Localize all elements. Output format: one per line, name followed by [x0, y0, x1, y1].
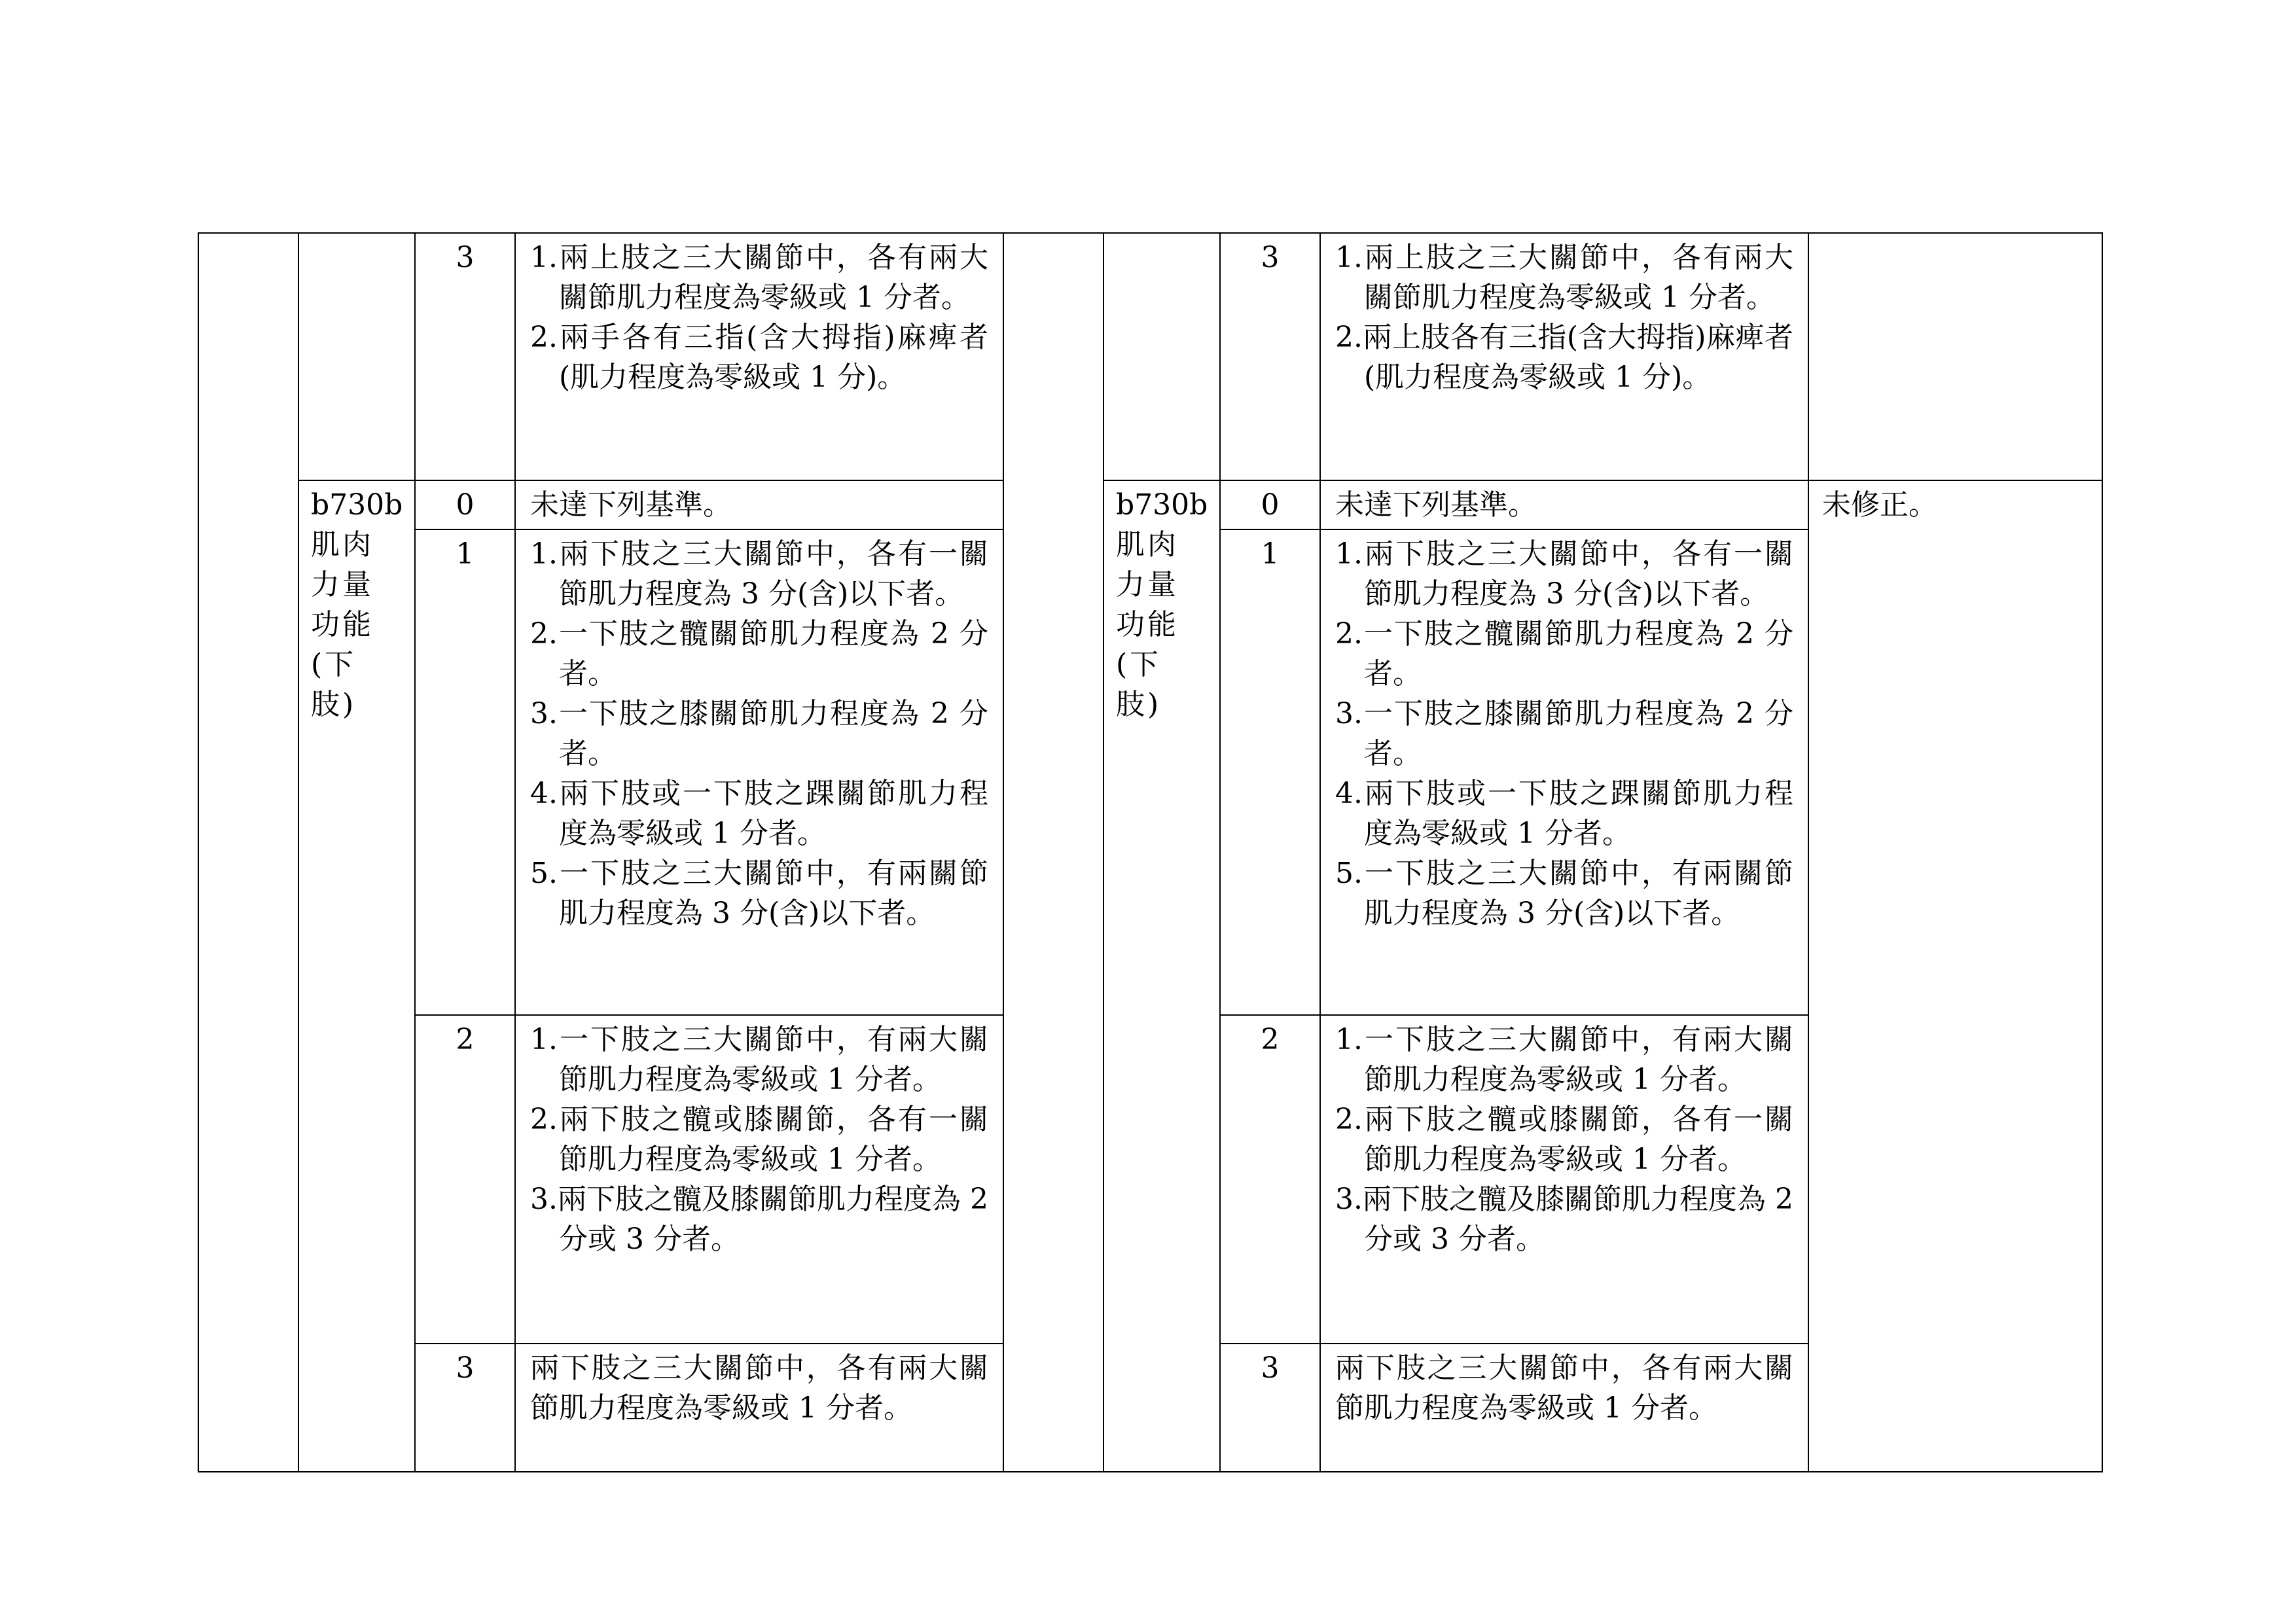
left-description-cell — [515, 1344, 1003, 1472]
left-level-cell: 0 — [415, 480, 515, 529]
right-description-cell — [1320, 480, 1808, 529]
remark-cell-empty — [1808, 233, 2102, 480]
right-code-cell-empty — [1103, 233, 1220, 480]
criterion-item: 1.兩下肢之三大關節中，各有一關節肌力程度為 3 分(含)以下者。 — [1335, 537, 1793, 611]
code-label: 肌肉力量功能(下肢) — [1116, 528, 1179, 721]
criterion-item: 3.兩下肢之髖及膝關節肌力程度為 2 分或 3 分者。 — [530, 1183, 988, 1256]
criterion-item: 1.兩上肢之三大關節中，各有兩大關節肌力程度為零級或 1 分者。 — [530, 241, 988, 314]
left-description-cell — [515, 1015, 1003, 1344]
code-label: 肌肉力量功能(下肢) — [311, 528, 374, 721]
criterion-item: 4.兩下肢或一下肢之踝關節肌力程度為零級或 1 分者。 — [1335, 777, 1793, 850]
right-code-cell — [1103, 480, 1220, 1472]
left-description-cell — [515, 529, 1003, 1015]
left-level-cell: 1 — [415, 529, 515, 1015]
criterion-item: 2.兩下肢之髖或膝關節，各有一關節肌力程度為零級或 1 分者。 — [1335, 1103, 1793, 1176]
code-id: b730b — [1116, 488, 1208, 522]
left-description-cell — [515, 480, 1003, 529]
right-level-cell: 2 — [1220, 1015, 1320, 1344]
left-code-cell — [298, 480, 415, 1472]
comparison-table — [198, 232, 2103, 1472]
criterion-text: 兩下肢之三大關節中，各有兩大關節肌力程度為零級或 1 分者。 — [1335, 1351, 1793, 1425]
criterion-item: 2.一下肢之髖關節肌力程度為 2 分者。 — [1335, 617, 1793, 690]
criterion-item: 5.一下肢之三大關節中，有兩關節肌力程度為 3 分(含)以下者。 — [530, 857, 988, 930]
right-description-cell — [1320, 1015, 1808, 1344]
table-row — [198, 480, 2102, 529]
criterion-item: 1.一下肢之三大關節中，有兩大關節肌力程度為零級或 1 分者。 — [1335, 1023, 1793, 1096]
criterion-text: 未達下列基準。 — [1335, 488, 1537, 522]
right-description-cell — [1320, 529, 1808, 1015]
criterion-text: 未達下列基準。 — [530, 488, 732, 522]
criterion-item: 2.兩下肢之髖或膝關節，各有一關節肌力程度為零級或 1 分者。 — [530, 1103, 988, 1176]
left-code-cell-empty — [298, 233, 415, 480]
right-description-cell — [1320, 233, 1808, 480]
right-description-cell — [1320, 1344, 1808, 1472]
right-level-cell: 0 — [1220, 480, 1320, 529]
criterion-item: 3.一下肢之膝關節肌力程度為 2 分者。 — [530, 697, 988, 770]
right-category-cell — [1003, 233, 1103, 1472]
criterion-item: 1.一下肢之三大關節中，有兩大關節肌力程度為零級或 1 分者。 — [530, 1023, 988, 1096]
left-level-cell: 3 — [415, 1344, 515, 1472]
right-level-cell: 1 — [1220, 529, 1320, 1015]
right-level-cell: 3 — [1220, 233, 1320, 480]
criterion-item: 3.兩下肢之髖及膝關節肌力程度為 2 分或 3 分者。 — [1335, 1183, 1793, 1256]
left-level-cell: 2 — [415, 1015, 515, 1344]
criterion-text: 兩下肢之三大關節中，各有兩大關節肌力程度為零級或 1 分者。 — [530, 1351, 988, 1425]
criterion-item: 4.兩下肢或一下肢之踝關節肌力程度為零級或 1 分者。 — [530, 777, 988, 850]
table-row — [198, 233, 2102, 480]
left-category-cell — [198, 233, 298, 1472]
left-description-cell — [515, 233, 1003, 480]
remark-cell: 未修正。 — [1808, 480, 2102, 1472]
criterion-item: 2.兩手各有三指(含大拇指)麻痺者(肌力程度為零級或 1 分)。 — [530, 321, 988, 394]
criterion-item: 1.兩下肢之三大關節中，各有一關節肌力程度為 3 分(含)以下者。 — [530, 537, 988, 611]
criterion-item: 3.一下肢之膝關節肌力程度為 2 分者。 — [1335, 697, 1793, 770]
right-level-cell: 3 — [1220, 1344, 1320, 1472]
code-id: b730b — [311, 488, 403, 522]
criterion-item: 2.一下肢之髖關節肌力程度為 2 分者。 — [530, 617, 988, 690]
criterion-item: 1.兩上肢之三大關節中，各有兩大關節肌力程度為零級或 1 分者。 — [1335, 241, 1793, 314]
left-level-cell: 3 — [415, 233, 515, 480]
criterion-item: 2.兩上肢各有三指(含大拇指)麻痺者(肌力程度為零級或 1 分)。 — [1335, 321, 1793, 394]
criterion-item: 5.一下肢之三大關節中，有兩關節肌力程度為 3 分(含)以下者。 — [1335, 857, 1793, 930]
